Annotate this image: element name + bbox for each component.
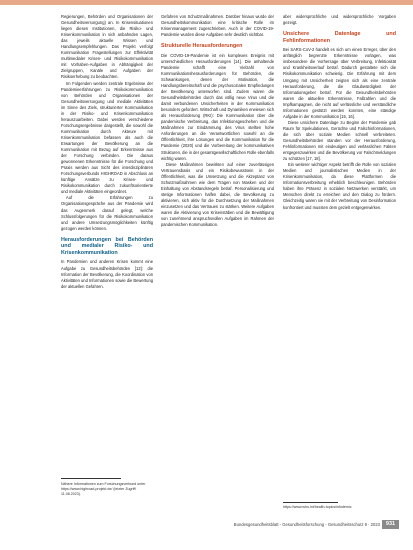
paragraph: Diese Maßnahmen bewirkten auf einer zuverlässigen Vertrauensbasis und ein Risikobewusstsein in der Öffentlichkeit, was die Umsetzung und die Akzeptanz von Schutzmaßnahmen wie dem Tragen von Masken und der Einhaltung von Abstandsregeln betraf. Personalisierung und stetige Informationen halfen dabei, die Bevölkerung zu aktivieren, sich aktiv für die Durchsetzung der Maßnahmen einzusetzen und das Vertrauen zu stärken. Weitere Aufgaben waren die Aktivierung von Krisenstäben und die Bewältigung von zunehmend anspruchsvollen Aufgaben im Rahmen der pandemischen Kommunikation. bbox=[161, 161, 274, 228]
column-right bbox=[283, 14, 396, 211]
paragraph: Gefahren von Schutzmaßnahmen. Darüber hinaus wurde der Gesundheitskommunikation eine kritische Rolle im Krisenmanagement zugeschrieben. Auch in der COVID-19-Pandemie wurden diese Aufgaben sehr deutlich sichtbar. bbox=[161, 14, 274, 38]
paragraph: Im Folgenden werden zentrale Ergebnisse der Pandemieerfahrungen zu Risikokommunikation von Behörden und Organisationen der Gesundheitsversorgung und mediale Aktivitäten im Sinne des Ziels, strukturierter Kommunikation in der Risiko- und Krisenkommunikation herauszuarbeiten. Dabei werden verschiedene Forschungsergebnisse dargestellt, die sowohl die Kommunikation durch Akteure mit Krisenkommunikation befassen als auch die Erwartungen der Bevölkerung an die Kommunikation mit Bezug auf Erkenntnisse aus der Forschung verbinden. Die daraus gewonnenen Erkenntnisse für die Forschung und Praxis werden aus Sicht des interdisziplinären Forschungsverbunds HIGHROAD in Abschluss an künftige Ansätze zu Krisen- und Risikokommunikation durch zukunftsorientierte und mediale Aktivitäten eingeordnet. bbox=[61, 80, 153, 195]
column-middle bbox=[161, 14, 274, 228]
paragraph: In Pandemien und anderen Krisen kommt eine Aufgabe zu Gesundheitsbehörden [13]: die Information der Bevölkerung, die Koordination von Aktivitäten und Informationen sowie die Bewertung der aktuellen Gefahren. bbox=[61, 259, 153, 289]
paragraph: Ein weiterer wichtiger Aspekt betrifft die Rolle von sozialen Medien und journalistischen Medien in der Krisenkommunikation, da diese Plattformen die Informationsverbreitung erheblich beschleunigen. Behörden haben ihre Präsenz in sozialen Netzwerken verstärkt, um Menschen direkt zu erreichen und den Dialog zu fördern. Gleichzeitig waren sie mit der Verbreitung von Desinformation konfrontiert und mussten dem gezielt entgegenwirken. bbox=[283, 162, 396, 210]
footnote-rule bbox=[61, 478, 121, 479]
column-left bbox=[61, 14, 153, 290]
journal-citation: Bundesgesundheitsblatt - Gesundheitsforschung - Gesundheitsschutz 9 · 2023 bbox=[233, 522, 380, 527]
page-footer bbox=[0, 519, 413, 531]
section-heading: Unsichere Datenlage und Fehlinformationen bbox=[283, 31, 396, 44]
paragraph: Diese unsichere Datenlage zu Beginn der Pandemie gab Raum für Spekulationen, Gerüchte und Falschinformationen, die sich über soziale Medien schnell verbreiteten. Gesundheitsbehörden standen vor der Herausforderung, Fehlinformationen mit eindeutigen und verlässlichen Fakten entgegenzuwirken und die Bevölkerung vor Falschmeldungen zu schützen [17, 18]. bbox=[283, 119, 396, 162]
footnote: Nähere Informationen zum Forschungsverbund unter https://www.highroad-projekt.de/ (letzter Zugriff: 11.08.2023). bbox=[61, 482, 146, 497]
paragraph: aber widersprüchliche und widersprüchliche Vorgaben gezeigt. bbox=[283, 14, 396, 26]
footnote-rule bbox=[283, 502, 338, 503]
section-heading: Herausforderungen bei Behörden und medialer Risiko- und Krisenkommunikation bbox=[61, 236, 153, 256]
page-number: 931 bbox=[382, 520, 399, 529]
paragraph: Die COVID-19-Pandemie ist ein komplexes Ereignis mit unterschiedlichen Herausforderungen [14]. Die anhaltende Pandemie schafft eine Vielzahl von Kommunikationsherausforderungen für Behörden, die Schwankungen, denen der Motivation, die Handlungsbereitschaft und die psychosozialen Empfindungen der Bevölkerung unterworfen sind. Zudem waren die Gesundheitsbehörden durch das völlig neue Virus und die damit verbundenen Unsicherheiten in der Kommunikation besonders gefordert. Wirtschaft und Dynamiken erwiesen sich als Herausforderung (RKI): Die Kommunikation über die pandemische Verbreitung, das Infektionsgeschehen und die Maßnahmen zur Eindämmung des Virus stellten hohe Anforderungen an die Verantwortlichen sowohl an die Öffentlichkeit, ihre Lösungen und die Kommunikation für die Pandemie (2020) und die Vorbereitung der kommunikativen Strukturen, die in der gesamtgesellschaftlichen Rolle ebenfalls wichtig waren. bbox=[161, 52, 274, 161]
footnote: https://www.who.int/health-topics/infodemic bbox=[283, 505, 352, 509]
paragraph: Bei SARS-CoV-2 handelt es sich um einen Erreger, über den anfänglich begrenzte Erkenntnisse vorlagen, was insbesondere die Vorhersage über Verbreitung, Infektiosität und Krankheitsverlauf betraf. Dadurch gestaltete sich die Risikokommunikation schwierig. Die Erfahrung mit dem Umgang mit Unsicherheit zeigten sich als eine zentrale Herausforderung, die die Glaubwürdigkeit der Informationsgeber betraf. Für die Gesundheitsbehörden waren die aktuellen Erkenntnisse, Fallzahlen und die Impfkampagnen, die nicht auf verlässliche und verständliche Informationen gestützt werden konnten, eine ständige Aufgabe in der Kommunikation [15, 16]. bbox=[283, 47, 396, 119]
top-color-bar bbox=[0, 0, 413, 5]
paragraph: Auf die Erfahrungen zu Organisationsgespräche aus der Pandemie wird das Augenmerk darauf gelegt, welche Schlussfolgerungen für die Risikokommunikation und andere Umsetzungsmöglichkeiten künftig gezogen werden können. bbox=[61, 195, 153, 231]
section-heading: Strukturelle Herausforderungen bbox=[161, 43, 243, 50]
paragraph: Regierungen, Behörden und Organisationen der Gesundheitsversorgung) an. In Krisensituationen liegen diesen Institutionen, die Risiko- und Krisenkommunikation in sich anbahnden Lagen, das jeweils aktuelle Wissen und Handlungsempfehlungen. Das Projekt verfolgt Kommunikation Fragestellungen zur Effektivität multimedialer Krisen- und Risikokommunikation mit Vorhaben-Aufgaben in Abhängigkeit der Zielgruppen, Kanäle und Aufgaben der Risikoerhebung zu beobachten. bbox=[61, 14, 153, 80]
